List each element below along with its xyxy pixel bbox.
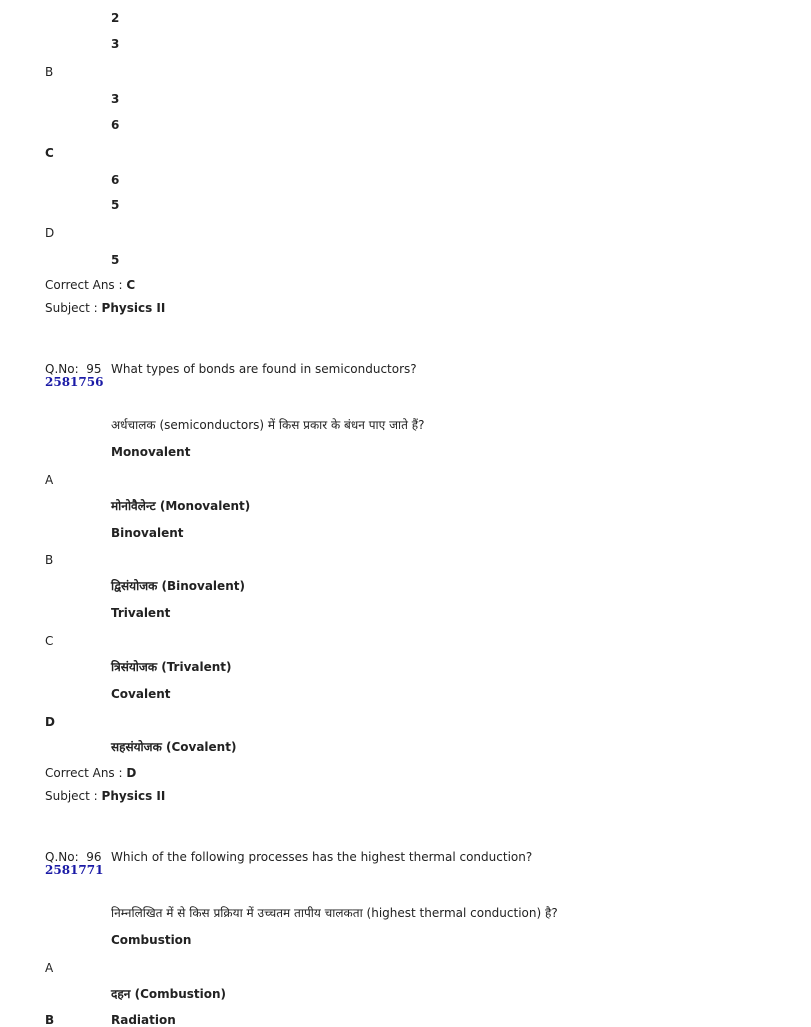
q95-option-a-en: Monovalent — [111, 445, 191, 459]
q96-number — [45, 851, 102, 863]
q95-text-en: What types of bonds are found in semiconductors? — [111, 362, 417, 376]
q95-subject — [45, 790, 165, 802]
q95-id: 2581756 — [45, 375, 104, 389]
prev-option-letter-b: B — [45, 65, 54, 79]
prev-option-letter-c: C — [45, 146, 54, 160]
subject-value: Physics II — [101, 301, 166, 315]
prev-option-b-line-2: 6 — [111, 118, 120, 132]
subject-label: Subject : — [45, 789, 98, 803]
q95-number — [45, 363, 102, 375]
qno-value: 95 — [86, 362, 102, 376]
q96-text-hi: निम्नलिखित में से किस प्रक्रिया में उच्चतम तापीय चालकता (highest thermal conduction) है? — [111, 906, 558, 920]
q95-option-letter-c: C — [45, 634, 54, 648]
q96-option-letter-b: B — [45, 1013, 55, 1027]
q96-option-a-en: Combustion — [111, 933, 192, 947]
correct-ans-label: Correct Ans : — [45, 278, 123, 292]
prev-option-d-line-1: 5 — [111, 253, 120, 267]
q95-correct-answer — [45, 767, 136, 779]
prev-option-c-line-1: 6 — [111, 173, 120, 187]
prev-option-a-line-2: 3 — [111, 37, 120, 51]
q95-option-c-en: Trivalent — [111, 606, 171, 620]
prev-option-letter-d: D — [45, 226, 55, 240]
q96-option-a-hi: दहन (Combustion) — [111, 987, 227, 1001]
q96-text-en: Which of the following processes has the highest thermal conduction? — [111, 850, 533, 864]
q95-option-letter-a: A — [45, 473, 54, 487]
q95-option-a-hi: मोनोवैलेन्ट (Monovalent) — [111, 499, 251, 513]
q95-option-d-en: Covalent — [111, 687, 171, 701]
correct-ans-label: Correct Ans : — [45, 766, 123, 780]
q96-option-letter-a: A — [45, 961, 54, 975]
qno-value: 96 — [86, 850, 102, 864]
prev-option-a-line-1: 2 — [111, 11, 120, 25]
qno-label: Q.No: — [45, 362, 79, 376]
q95-option-c-hi: त्रिसंयोजक (Trivalent) — [111, 660, 232, 674]
q95-option-letter-b: B — [45, 553, 54, 567]
subject-value: Physics II — [101, 789, 166, 803]
prev-subject — [45, 302, 165, 314]
correct-ans-value: C — [126, 278, 136, 292]
q96-id: 2581771 — [45, 863, 104, 877]
qno-label: Q.No: — [45, 850, 79, 864]
subject-label: Subject : — [45, 301, 98, 315]
q95-option-letter-d: D — [45, 715, 55, 729]
prev-option-b-line-1: 3 — [111, 92, 120, 106]
q95-option-b-en: Binovalent — [111, 526, 184, 540]
prev-correct-answer — [45, 279, 135, 291]
correct-ans-value: D — [126, 766, 137, 780]
q95-option-b-hi: द्विसंयोजक (Binovalent) — [111, 579, 245, 593]
q96-option-b-en: Radiation — [111, 1013, 176, 1027]
prev-option-c-line-2: 5 — [111, 198, 120, 212]
q95-text-hi: अर्धचालक (semiconductors) में किस प्रकार के बंधन पाए जाते हैं? — [111, 418, 425, 432]
q95-option-d-hi: सहसंयोजक (Covalent) — [111, 740, 237, 754]
